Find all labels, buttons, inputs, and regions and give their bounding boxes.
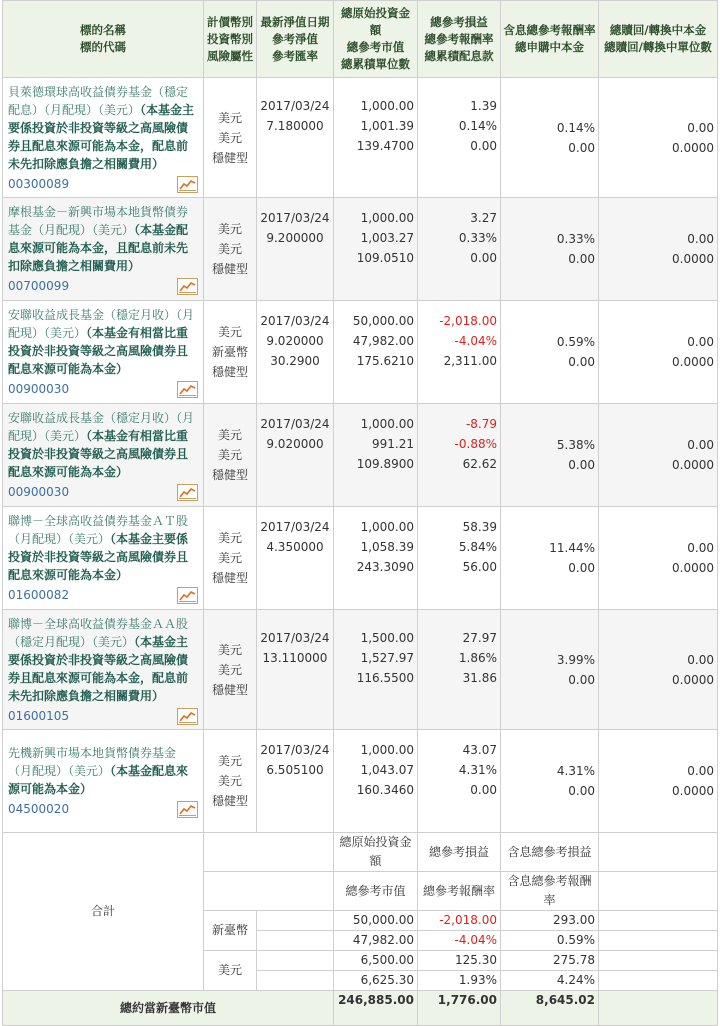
fund-currency: 美元 美元 穩健型 — [204, 610, 257, 730]
footer-total-row — [3, 991, 718, 1026]
fund-row — [3, 198, 718, 301]
fund-note: （本基金主要係投資於非投資等級之高風險債券且配息來源可能為本金，配息前未先扣除應負擔之相關費用） — [8, 102, 195, 171]
summary-twd-label: 新臺幣 — [204, 911, 257, 951]
summary-value: 6,500.00 — [334, 951, 418, 971]
fund-return: 4.31% 0.00 — [501, 730, 599, 833]
fund-currency: 美元 美元 穩健型 — [204, 198, 257, 301]
fund-row — [3, 610, 718, 730]
fund-currency: 美元 美元 穩健型 — [204, 404, 257, 507]
summary-col-header: 總參考市值 — [334, 872, 418, 911]
summary-value: 47,982.00 — [334, 931, 418, 951]
summary-col-header: 總參考報酬率 — [418, 872, 501, 911]
fund-name-cell — [3, 78, 204, 198]
fund-name[interactable]: 安聯收益成長基金（穩定月收）（月配現）（美元） — [8, 411, 195, 443]
fund-code: 00300089 — [8, 176, 70, 191]
fund-profit-loss: 43.07 4.31% 0.00 — [418, 730, 501, 833]
fund-note: （本基金主要係投資於非投資等級之高風險債券且配息來源可能為本金） — [8, 532, 189, 582]
fund-row — [3, 507, 718, 610]
summary-col-header: 總參考損益 — [418, 833, 501, 872]
summary-value: 0.59% — [501, 931, 599, 951]
fund-holdings-table — [2, 0, 718, 1026]
fund-amount: 1,000.00 1,043.07 160.3460 — [334, 730, 418, 833]
fund-name[interactable]: 先機新興市場本地貨幣債券基金（月配現）（美元） — [8, 746, 177, 778]
fund-nav: 2017/03/24 4.350000 — [257, 507, 334, 610]
fund-note: （本基金配息來源可能為本金，且配息前未先扣除應負擔之相關費用） — [8, 223, 189, 273]
summary-value: 125.30 — [418, 951, 501, 971]
fund-code: 00900030 — [8, 382, 70, 396]
fund-note: （本基金有相當比重投資於非投資等級之高風險債券且配息來源可能為本金） — [8, 326, 189, 376]
footer-value: 8,645.02 — [501, 991, 599, 1026]
table-header-row — [3, 1, 718, 78]
footer-label: 總約當新臺幣市值 — [3, 991, 334, 1026]
line-chart-icon[interactable] — [177, 484, 198, 501]
fund-nav: 2017/03/24 9.200000 — [257, 198, 334, 301]
fund-name-cell — [3, 507, 204, 610]
fund-amount: 1,500.00 1,527.97 116.5500 — [334, 610, 418, 730]
summary-col-header: 含息總參考報酬率 — [501, 872, 599, 911]
header-profit-loss: 總參考損益 總參考報酬率 總累積配息款 — [418, 1, 501, 78]
line-chart-icon[interactable] — [177, 587, 198, 604]
header-fund-name: 標的名稱 標的代碼 — [3, 1, 204, 78]
fund-nav: 2017/03/24 6.505100 — [257, 730, 334, 833]
summary-label: 合計 — [3, 833, 204, 991]
fund-name-cell — [3, 198, 204, 301]
fund-name-cell — [3, 610, 204, 730]
fund-amount: 1,000.00 1,003.27 109.0510 — [334, 198, 418, 301]
fund-row — [3, 730, 718, 833]
fund-profit-loss: 1.39 0.14% 0.00 — [418, 78, 501, 198]
fund-redeem: 0.00 0.0000 — [599, 404, 718, 507]
line-chart-icon[interactable] — [177, 381, 198, 398]
fund-nav: 2017/03/24 9.020000 — [257, 404, 334, 507]
summary-col-header: 總原始投資金額 — [334, 833, 418, 872]
fund-currency: 美元 新臺幣 穩健型 — [204, 301, 257, 404]
fund-amount: 1,000.00 991.21 109.8900 — [334, 404, 418, 507]
fund-profit-loss: -8.79 -0.88% 62.62 — [418, 404, 501, 507]
fund-code: 01600105 — [8, 708, 70, 723]
summary-value: 50,000.00 — [334, 911, 418, 931]
fund-nav: 2017/03/24 9.020000 30.2900 — [257, 301, 334, 404]
line-chart-icon[interactable] — [177, 278, 198, 295]
fund-profit-loss: 3.27 0.33% 0.00 — [418, 198, 501, 301]
header-return: 含息總參考報酬率 總申購中本金 — [501, 1, 599, 78]
fund-row — [3, 78, 718, 198]
summary-value: 275.78 — [501, 951, 599, 971]
fund-redeem: 0.00 0.0000 — [599, 301, 718, 404]
fund-redeem: 0.00 0.0000 — [599, 507, 718, 610]
fund-name-cell — [3, 404, 204, 507]
fund-note: （本基金有相當比重投資於非投資等級之高風險債券且配息來源可能為本金） — [8, 429, 189, 479]
fund-return: 11.44% 0.00 — [501, 507, 599, 610]
summary-header-row — [3, 833, 718, 872]
fund-amount: 1,000.00 1,058.39 243.3090 — [334, 507, 418, 610]
fund-code: 00900030 — [8, 485, 70, 499]
summary-value: -4.04% — [418, 931, 501, 951]
fund-row — [3, 301, 718, 404]
line-chart-icon[interactable] — [177, 176, 198, 193]
fund-redeem: 0.00 0.0000 — [599, 610, 718, 730]
fund-name[interactable]: 聯博－全球高收益債券基金ＡＡ股（穩定月配現）（美元） — [8, 616, 189, 649]
fund-redeem: 0.00 0.0000 — [599, 78, 718, 198]
header-amount: 總原始投資金額 總參考市值 總累積單位數 — [334, 1, 418, 78]
fund-name-cell — [3, 730, 204, 833]
footer-value: 246,885.00 — [334, 991, 418, 1026]
fund-return: 0.59% 0.00 — [501, 301, 599, 404]
line-chart-icon[interactable] — [177, 801, 198, 818]
summary-value: 6,625.30 — [334, 971, 418, 991]
fund-name[interactable]: 摩根基金－新興市場本地貨幣債券基金（月配現）（美元） — [8, 205, 189, 237]
summary-value: 4.24% — [501, 971, 599, 991]
fund-profit-loss: 27.97 1.86% 31.86 — [418, 610, 501, 730]
fund-profit-loss: -2,018.00 -4.04% 2,311.00 — [418, 301, 501, 404]
fund-return: 0.14% 0.00 — [501, 78, 599, 198]
footer-value: 1,776.00 — [418, 991, 501, 1026]
fund-return: 0.33% 0.00 — [501, 198, 599, 301]
fund-name[interactable]: 貝萊德環球高收益債券基金（穩定配息）（月配現）（美元） — [8, 84, 189, 117]
fund-currency: 美元 美元 穩健型 — [204, 507, 257, 610]
summary-usd-label: 美元 — [204, 951, 257, 991]
fund-code: 04500020 — [8, 802, 70, 816]
fund-amount: 1,000.00 1,001.39 139.4700 — [334, 78, 418, 198]
summary-col-header: 含息總參考損益 — [501, 833, 599, 872]
header-nav: 最新淨值日期 參考淨值 參考匯率 — [257, 1, 334, 78]
line-chart-icon[interactable] — [177, 708, 198, 725]
fund-nav: 2017/03/24 7.180000 — [257, 78, 334, 198]
summary-value: -2,018.00 — [418, 911, 501, 931]
fund-name[interactable]: 聯博－全球高收益債券基金ＡＴ股（月配現）（美元） — [8, 514, 189, 546]
fund-redeem: 0.00 0.0000 — [599, 198, 718, 301]
fund-nav: 2017/03/24 13.110000 — [257, 610, 334, 730]
fund-code: 00700099 — [8, 279, 70, 293]
header-redeem: 總贖回/轉換中本金 總贖回/轉換中單位數 — [599, 1, 718, 78]
summary-value: 293.00 — [501, 911, 599, 931]
fund-note: （本基金配息來源可能為本金） — [8, 764, 189, 796]
fund-name[interactable]: 安聯收益成長基金（穩定月收）（月配現）（美元） — [8, 308, 195, 340]
fund-currency: 美元 美元 穩健型 — [204, 730, 257, 833]
fund-return: 3.99% 0.00 — [501, 610, 599, 730]
fund-amount: 50,000.00 47,982.00 175.6210 — [334, 301, 418, 404]
header-currency: 計價幣別 投資幣別 風險屬性 — [204, 1, 257, 78]
fund-return: 5.38% 0.00 — [501, 404, 599, 507]
fund-redeem: 0.00 0.0000 — [599, 730, 718, 833]
fund-profit-loss: 58.39 5.84% 56.00 — [418, 507, 501, 610]
fund-note: （本基金主要係投資於非投資等級之高風險債券且配息來源可能為本金，配息前未先扣除應負擔之相關費用） — [8, 634, 189, 703]
summary-value: 1.93% — [418, 971, 501, 991]
fund-name-cell — [3, 301, 204, 404]
fund-code: 01600082 — [8, 588, 70, 602]
fund-currency: 美元 美元 穩健型 — [204, 78, 257, 198]
fund-row — [3, 404, 718, 507]
